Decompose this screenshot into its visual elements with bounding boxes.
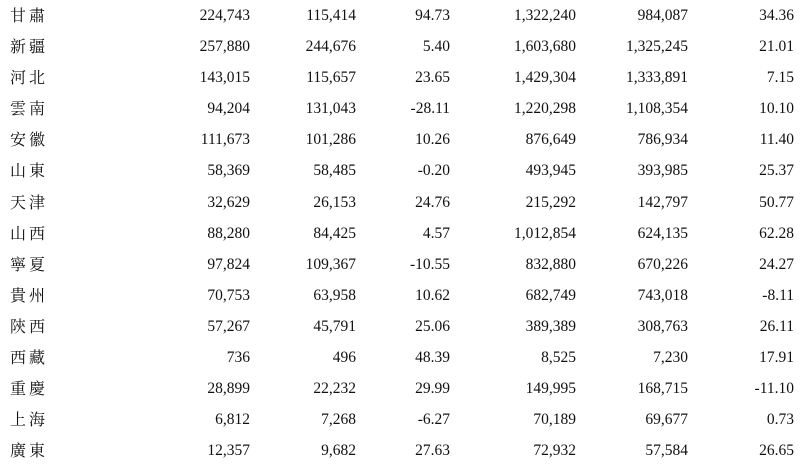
value-col-4: 70,189 bbox=[533, 411, 576, 429]
value-col-5: 786,934 bbox=[637, 131, 688, 149]
value-col-3: -28.11 bbox=[410, 100, 450, 118]
region-name: 河北 bbox=[10, 68, 49, 88]
region-name: 廣東 bbox=[10, 441, 49, 461]
value-col-1: 70,753 bbox=[207, 286, 250, 304]
value-col-3: 5.40 bbox=[422, 38, 450, 56]
table-row bbox=[0, 435, 800, 466]
value-col-1: 28,899 bbox=[207, 380, 250, 398]
value-col-5: 57,584 bbox=[645, 442, 688, 460]
value-col-4: 149,995 bbox=[525, 380, 576, 398]
table-row bbox=[0, 311, 800, 342]
table-row bbox=[0, 218, 800, 249]
value-col-1: 12,357 bbox=[207, 442, 250, 460]
value-col-2: 115,414 bbox=[306, 7, 356, 24]
value-col-3: -0.20 bbox=[417, 162, 450, 180]
value-col-1: 224,743 bbox=[199, 7, 250, 24]
region-name: 天津 bbox=[10, 192, 49, 212]
value-col-3: 29.99 bbox=[415, 380, 450, 398]
value-col-4: 72,932 bbox=[533, 442, 576, 460]
table-row bbox=[0, 155, 800, 186]
value-col-4: 389,389 bbox=[525, 317, 576, 335]
value-col-4: 1,603,680 bbox=[514, 38, 576, 56]
value-col-4: 1,220,298 bbox=[514, 100, 576, 118]
region-name: 甘肅 bbox=[10, 6, 49, 25]
region-name: 貴州 bbox=[10, 285, 49, 305]
region-name: 陝西 bbox=[10, 316, 49, 336]
table-row bbox=[0, 0, 800, 31]
value-col-3: -6.27 bbox=[417, 411, 450, 429]
region-name: 新疆 bbox=[10, 37, 49, 57]
table-row bbox=[0, 342, 800, 373]
value-col-6: 26.11 bbox=[759, 317, 794, 335]
value-col-5: 743,018 bbox=[637, 286, 688, 304]
value-col-1: 97,824 bbox=[207, 255, 250, 273]
table-row bbox=[0, 404, 800, 435]
value-col-3: -10.55 bbox=[409, 255, 450, 273]
value-col-5: 1,325,245 bbox=[626, 38, 688, 56]
table-row bbox=[0, 187, 800, 218]
value-col-4: 1,012,854 bbox=[514, 224, 576, 242]
value-col-3: 25.06 bbox=[415, 317, 450, 335]
value-col-6: 17.91 bbox=[759, 349, 794, 367]
table-row bbox=[0, 280, 800, 311]
table-row bbox=[0, 93, 800, 124]
table-row bbox=[0, 373, 800, 404]
value-col-1: 32,629 bbox=[207, 193, 250, 211]
value-col-5: 308,763 bbox=[637, 317, 688, 335]
region-name: 西藏 bbox=[10, 348, 49, 368]
value-col-4: 1,322,240 bbox=[514, 7, 576, 24]
value-col-5: 984,087 bbox=[637, 7, 688, 24]
value-col-5: 1,108,354 bbox=[626, 100, 688, 118]
value-col-6: 7.15 bbox=[766, 69, 794, 87]
table-row bbox=[0, 249, 800, 280]
value-col-1: 6,812 bbox=[215, 411, 250, 429]
value-col-5: 7,230 bbox=[653, 349, 688, 367]
value-col-6: -11.10 bbox=[754, 380, 794, 398]
value-col-6: 0.73 bbox=[766, 411, 794, 429]
value-col-2: 45,791 bbox=[313, 317, 356, 335]
value-col-3: 4.57 bbox=[422, 224, 450, 242]
value-col-5: 624,135 bbox=[637, 224, 688, 242]
region-name: 安徽 bbox=[10, 130, 49, 150]
value-col-6: 10.10 bbox=[759, 100, 794, 118]
value-col-2: 115,657 bbox=[306, 69, 356, 87]
value-col-2: 7,268 bbox=[321, 411, 356, 429]
value-col-6: 24.27 bbox=[759, 255, 794, 273]
value-col-1: 736 bbox=[226, 349, 250, 367]
value-col-3: 27.63 bbox=[415, 442, 450, 460]
value-col-4: 832,880 bbox=[525, 255, 576, 273]
value-col-2: 58,485 bbox=[313, 162, 356, 180]
value-col-6: 50.77 bbox=[759, 193, 794, 211]
value-col-2: 22,232 bbox=[313, 380, 356, 398]
value-col-6: -8.11 bbox=[762, 286, 794, 304]
value-col-2: 26,153 bbox=[313, 193, 356, 211]
value-col-1: 111,673 bbox=[200, 131, 250, 149]
value-col-4: 493,945 bbox=[525, 162, 576, 180]
value-col-5: 393,985 bbox=[637, 162, 688, 180]
value-col-6: 34.36 bbox=[759, 7, 794, 24]
value-col-5: 1,333,891 bbox=[626, 69, 688, 87]
region-name: 重慶 bbox=[10, 379, 49, 399]
region-name: 山東 bbox=[10, 161, 49, 181]
region-name: 上海 bbox=[10, 410, 49, 430]
value-col-5: 69,677 bbox=[645, 411, 688, 429]
value-col-4: 8,525 bbox=[541, 349, 576, 367]
value-col-1: 57,267 bbox=[207, 317, 250, 335]
value-col-1: 143,015 bbox=[199, 69, 250, 87]
value-col-5: 142,797 bbox=[637, 193, 688, 211]
value-col-3: 48.39 bbox=[415, 349, 450, 367]
value-col-5: 670,226 bbox=[637, 255, 688, 273]
value-col-3: 23.65 bbox=[415, 69, 450, 87]
value-col-2: 63,958 bbox=[313, 286, 356, 304]
value-col-2: 244,676 bbox=[305, 38, 356, 56]
value-col-2: 496 bbox=[332, 349, 356, 367]
value-col-6: 21.01 bbox=[759, 38, 794, 56]
value-col-4: 682,749 bbox=[525, 286, 576, 304]
value-col-3: 10.26 bbox=[415, 131, 450, 149]
value-col-2: 84,425 bbox=[313, 224, 356, 242]
region-name: 雲南 bbox=[10, 99, 49, 119]
table-row bbox=[0, 124, 800, 155]
value-col-4: 876,649 bbox=[525, 131, 576, 149]
value-col-1: 58,369 bbox=[207, 162, 250, 180]
value-col-3: 24.76 bbox=[415, 193, 450, 211]
value-col-1: 257,880 bbox=[199, 38, 250, 56]
table-row bbox=[0, 62, 800, 93]
value-col-6: 11.40 bbox=[759, 131, 794, 149]
value-col-2: 9,682 bbox=[321, 442, 356, 460]
value-col-3: 10.62 bbox=[415, 286, 450, 304]
value-col-3: 94.73 bbox=[415, 7, 450, 24]
value-col-2: 101,286 bbox=[305, 131, 356, 149]
value-col-6: 62.28 bbox=[759, 224, 794, 242]
value-col-2: 109,367 bbox=[305, 255, 356, 273]
value-col-1: 94,204 bbox=[207, 100, 250, 118]
value-col-4: 1,429,304 bbox=[514, 69, 576, 87]
value-col-6: 26.65 bbox=[759, 442, 794, 460]
value-col-4: 215,292 bbox=[525, 193, 576, 211]
value-col-6: 25.37 bbox=[759, 162, 794, 180]
table-row bbox=[0, 31, 800, 62]
region-name: 寧夏 bbox=[10, 254, 49, 274]
value-col-2: 131,043 bbox=[305, 100, 356, 118]
region-name: 山西 bbox=[10, 223, 49, 243]
value-col-1: 88,280 bbox=[207, 224, 250, 242]
value-col-5: 168,715 bbox=[637, 380, 688, 398]
